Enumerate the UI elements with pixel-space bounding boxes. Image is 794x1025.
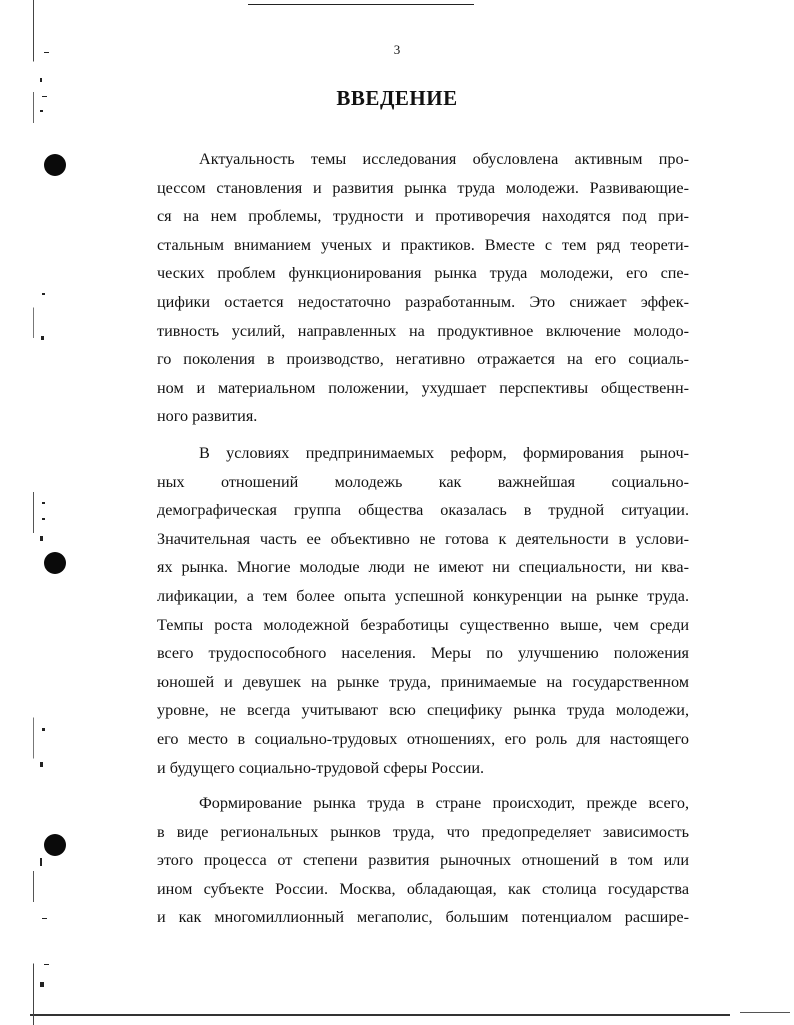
paragraph-line: демографическая группа общества оказалась в трудной ситуации. [157, 501, 689, 520]
paragraph-3 [157, 789, 689, 932]
paragraph-line: его место в социально-трудовых отношениях, его роль для настоящего [157, 729, 689, 748]
paragraph-line: уровне, не всегда учитывают всю специфику рынка труда молодежи, [157, 701, 689, 720]
paragraph-line: ином субъекте России. Москва, обладающая, как столица государства [157, 879, 689, 898]
paragraph-line: Формирование рынка труда в стране происходит, прежде всего, [199, 794, 689, 812]
paragraph-line: Темпы роста молодежной безработицы существенно выше, чем среди [157, 615, 689, 634]
paragraph-line: го поколения в производство, негативно отражается на его социаль- [157, 350, 689, 369]
scan-speck [40, 536, 43, 541]
paragraph-line: этого процесса от степени развития рыночных отношений в том или [157, 851, 689, 870]
scan-speck [42, 518, 45, 520]
paragraph-line: тивность усилий, направленных на продуктивное включение молодо- [157, 321, 689, 340]
paragraph-line: всего трудоспособного населения. Меры по улучшению положения [157, 644, 689, 663]
paragraph-line: ного развития. [157, 407, 258, 426]
scan-speck [42, 918, 47, 919]
scan-speck [42, 293, 45, 295]
paragraph-line: и будущего социально-трудовой сферы России. [157, 758, 485, 777]
page-number: 3 [393, 42, 401, 57]
paragraph-1 [157, 145, 689, 431]
scan-speck [42, 728, 45, 731]
scan-speck [42, 502, 45, 504]
scan-speck [40, 78, 42, 82]
scan-edge-left [33, 0, 34, 1025]
scan-edge-top [248, 4, 474, 5]
paragraph-line: ся на нем проблемы, трудности и противоречия находятся под при- [157, 207, 689, 226]
paragraph-line: цессом становления и развития рынка труда молодежи. Развивающие- [157, 178, 689, 197]
paragraph-line: ческих проблем функционирования рынка труда молодежи, его спе- [157, 264, 689, 283]
paragraph-2 [157, 439, 689, 782]
paragraph-line: Актуальность темы исследования обусловлена активным про- [199, 150, 689, 168]
scan-speck [40, 762, 43, 767]
scan-speck [44, 964, 49, 965]
paragraph-line: В условиях предпринимаемых реформ, формирования рыноч- [199, 444, 689, 462]
binder-hole-bottom [44, 834, 66, 856]
paragraph-line: ных отношений молодежь как важнейшая социально- [157, 472, 689, 491]
paragraph-line: Значительная часть ее объективно не готова к деятельности в услови- [157, 529, 689, 548]
paragraph-line: лификации, а тем более опыта успешной конкуренции на рынке труда. [157, 586, 689, 605]
scan-speck [40, 858, 42, 866]
paragraph-line: стальным вниманием ученых и практиков. Вместе с тем ряд теорети- [157, 235, 689, 254]
scan-speck [40, 982, 44, 987]
paragraph-line: ном и материальном положении, ухудшает перспективы общественн- [157, 378, 689, 397]
scan-edge-bottom [30, 1014, 730, 1016]
page-title: ВВЕДЕНИЕ [336, 86, 458, 110]
binder-hole-top [44, 154, 66, 176]
scan-speck [41, 336, 44, 340]
binder-hole-middle [44, 552, 66, 574]
scan-edge-bottom-right [740, 1012, 790, 1013]
paragraph-line: ях рынка. Многие молодые люди не имеют ни специальности, ни ква- [157, 558, 689, 577]
paragraph-line: цифики остается недостаточно разработанным. Это снижает эффек- [157, 292, 689, 311]
paragraph-line: юношей и девушек на рынке труда, принимаемые на государственном [157, 672, 689, 691]
paragraph-line: в виде региональных рынков труда, что предопределяет зависимость [157, 822, 689, 841]
paragraph-line: и как многомиллионный мегаполис, большим потенциалом расшире- [157, 908, 689, 927]
